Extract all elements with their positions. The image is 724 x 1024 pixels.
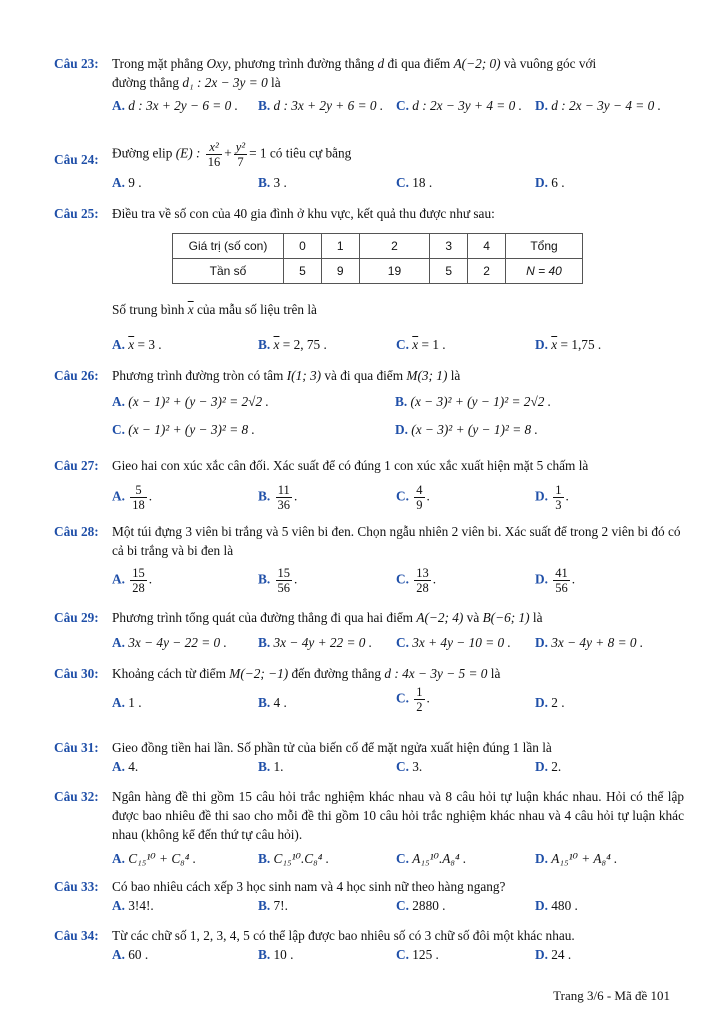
answer-options — [112, 633, 684, 655]
question-34 — [54, 926, 684, 967]
question-number: Câu 31: — [54, 740, 99, 755]
question-number: Câu 30: — [54, 666, 99, 681]
option-b[interactable]: B. $\overline{x} = 2$, 75 . — [258, 337, 327, 352]
option-c[interactable]: C. 3x + 4y − 10 = 0 . — [396, 635, 511, 650]
option-a[interactable]: A. d : 3x + 2y − 6 = 0 . — [112, 98, 238, 113]
answer-options — [112, 685, 684, 723]
option-c[interactable]: C. 3. — [396, 759, 423, 774]
question-29 — [54, 608, 684, 655]
question-text: Phương trình tổng quát của đường thẳng đi qua hai điểm A(−2; 4) và B(−6; 1) là — [112, 610, 543, 625]
option-b[interactable]: B. d : 3x + 2y + 6 = 0 . — [258, 98, 384, 113]
question-number: Câu 28: — [54, 524, 99, 539]
option-b[interactable]: B. 7!. — [258, 898, 288, 913]
fraction: $\frac{\text{x²}}{16}$ — [207, 140, 221, 169]
option-b[interactable]: B. 3 . — [258, 175, 287, 190]
option-c[interactable]: C. 125 . — [396, 947, 439, 962]
option-d[interactable]: D. $\frac{41}{56}$ . — [535, 566, 576, 595]
option-a[interactable]: A. $\frac{15}{28}$ . — [112, 566, 153, 595]
option-c[interactable]: C. $\frac{13}{28}$ . — [396, 566, 437, 595]
answer-options — [112, 757, 684, 779]
answer-options — [112, 849, 684, 871]
fraction: $\frac{\text{y²}}{7}$ — [235, 140, 246, 169]
question-text: Gieo hai con xúc xắc cân đối. Xác suất để có đúng 1 con xúc xắc xuất hiện mặt 5 chấm là — [112, 458, 589, 473]
option-a[interactable]: A. $\overline{x} = 3$ . — [112, 337, 162, 352]
frequency-table — [172, 233, 583, 284]
option-d[interactable]: D. 2 . — [535, 695, 565, 710]
answer-options — [112, 96, 684, 118]
question-33 — [54, 877, 684, 918]
option-c[interactable]: C. $\frac{1}{2}$ . — [396, 685, 430, 714]
answer-options — [112, 392, 684, 414]
option-a[interactable]: A. C₁₅¹⁰ + C₈⁴ . — [112, 851, 197, 866]
option-c[interactable]: C. 18 . — [396, 175, 433, 190]
option-d[interactable]: D. $\overline{x} = 1,75$ . — [535, 337, 602, 352]
option-d[interactable]: D. A₁₅¹⁰ + A₈⁴ . — [535, 851, 618, 866]
question-text: Gieo đồng tiền hai lần. Số phần tử của biến cố để mặt ngửa xuất hiện đúng 1 lần là — [112, 740, 552, 755]
question-number: Câu 29: — [54, 610, 99, 625]
answer-options — [112, 173, 684, 195]
question-number: Câu 26: — [54, 368, 99, 383]
question-32 — [54, 787, 684, 871]
question-28 — [54, 522, 684, 596]
question-23 — [54, 54, 684, 118]
answer-options — [112, 945, 684, 967]
option-d[interactable]: D. 24 . — [535, 947, 572, 962]
option-d[interactable]: D. 480 . — [535, 898, 578, 913]
option-a[interactable]: A. (x − 1)² + (y − 3)² = 2√2 . — [112, 394, 269, 409]
option-d[interactable]: D. 2. — [535, 759, 562, 774]
option-c[interactable]: C. $\overline{x} = 1$ . — [396, 337, 446, 352]
option-c[interactable]: C. $\frac{4}{9}$ . — [396, 483, 430, 512]
option-a[interactable]: A. 3x − 4y − 22 = 0 . — [112, 635, 227, 650]
question-25-prompt — [54, 300, 684, 357]
question-text: Điều tra về số con của 40 gia đình ở khu vực, kết quả thu được như sau: — [112, 206, 495, 221]
answer-options — [112, 335, 684, 357]
option-a[interactable]: A. 3!4!. — [112, 898, 154, 913]
option-c[interactable]: C. A₁₅¹⁰.A₈⁴ . — [396, 851, 467, 866]
option-b[interactable]: B. C₁₅¹⁰.C₈⁴ . — [258, 851, 330, 866]
question-text: Số trung bình $\overline{x}$ của mẫu số liệu trên là — [112, 302, 317, 317]
question-text: Từ các chữ số 1, 2, 3, 4, 5 có thể lập được bao nhiêu số có 3 chữ số đôi một khác nhau. — [112, 928, 575, 943]
option-a[interactable]: A. 60 . — [112, 947, 149, 962]
question-text: Phương trình đường tròn có tâm I(1; 3) và đi qua điểm M(3; 1) là — [112, 368, 461, 383]
option-a[interactable]: A. 1 . — [112, 695, 142, 710]
question-text: Có bao nhiêu cách xếp 3 học sinh nam và 4 học sinh nữ theo hàng ngang? — [112, 879, 506, 894]
option-b[interactable]: B. 1. — [258, 759, 284, 774]
question-text: Khoảng cách từ điểm M(−2; −1) đến đường thẳng d : 4x − 3y − 5 = 0 là — [112, 666, 501, 681]
question-number: Câu 27: — [54, 458, 99, 473]
option-d[interactable]: D. (x − 3)² + (y − 1)² = 8 . — [395, 422, 538, 437]
question-24 — [54, 140, 684, 195]
question-25 — [54, 204, 684, 223]
option-d[interactable]: D. 6 . — [535, 175, 565, 190]
question-number: Câu 34: — [54, 928, 99, 943]
option-a[interactable]: A. 9 . — [112, 175, 142, 190]
option-b[interactable]: B. 3x − 4y + 22 = 0 . — [258, 635, 373, 650]
question-number: Câu 25: — [54, 206, 99, 221]
question-text: Đường elip (E) : $\frac{\text{x²}}{16}$ + $\frac{\text{y²}}{7}$ = 1 có tiêu cự bằng — [112, 140, 352, 169]
option-c[interactable]: C. d : 2x − 3y + 4 = 0 . — [396, 98, 522, 113]
option-b[interactable]: B. $\frac{11}{36}$ . — [258, 483, 298, 512]
table-row: Tần số 5 9 19 5 2 N = 40 — [173, 259, 583, 284]
answer-options — [112, 420, 684, 442]
option-d[interactable]: D. d : 2x − 3y − 4 = 0 . — [535, 98, 661, 113]
option-b[interactable]: B. (x − 3)² + (y − 1)² = 2√2 . — [395, 394, 552, 409]
option-d[interactable]: D. $\frac{1}{3}$ . — [535, 483, 569, 512]
answer-options — [112, 483, 684, 513]
option-a[interactable]: A. 4. — [112, 759, 139, 774]
question-30 — [54, 664, 684, 723]
option-a[interactable]: A. $\frac{5}{18}$ . — [112, 483, 153, 512]
question-number: Câu 32: — [54, 789, 99, 804]
question-31 — [54, 738, 684, 779]
option-c[interactable]: C. (x − 1)² + (y − 3)² = 8 . — [112, 422, 255, 437]
option-b[interactable]: B. $\frac{15}{56}$ . — [258, 566, 298, 595]
answer-options — [112, 896, 684, 918]
option-d[interactable]: D. 3x − 4y + 8 = 0 . — [535, 635, 644, 650]
option-c[interactable]: C. 2880 . — [396, 898, 446, 913]
question-number: Câu 24: — [54, 152, 99, 167]
question-text: Một túi đựng 3 viên bi trắng và 5 viên bi đen. Chọn ngẫu nhiên 2 viên bi. Xác suất để trong 2 viên bi đó có cả bi trắng và bi đen là — [112, 524, 681, 558]
question-26 — [54, 366, 684, 442]
table-row: Giá trị (số con) 0 1 2 3 4 Tổng — [173, 234, 583, 259]
page-footer: Trang 3/6 - Mã đề 101 — [553, 988, 670, 1003]
question-text: Ngân hàng đề thi gồm 15 câu hỏi trắc nghiệm khác nhau và 8 câu hỏi tự luận khác nhau. Hỏi có thể lập được bao nhiêu đề thi sao cho mỗi đề thi gồm 10 câu hỏi trắc nghiệm khác nhau và 4 câu hỏi tự luận khác nhau (không kể đến thứ tự câu hỏi). — [112, 789, 684, 842]
answer-options — [112, 566, 684, 596]
option-b[interactable]: B. 10 . — [258, 947, 294, 962]
question-number: Câu 33: — [54, 879, 99, 894]
question-27 — [54, 456, 684, 513]
option-b[interactable]: B. 4 . — [258, 695, 287, 710]
question-number: Câu 23: — [54, 56, 99, 71]
question-text: Trong mặt phẳng Oxy, phương trình đường thẳng d đi qua điểm A(−2; 0) và vuông góc với đường thẳng d₁ : 2x − 3y = 0 là — [112, 56, 597, 90]
